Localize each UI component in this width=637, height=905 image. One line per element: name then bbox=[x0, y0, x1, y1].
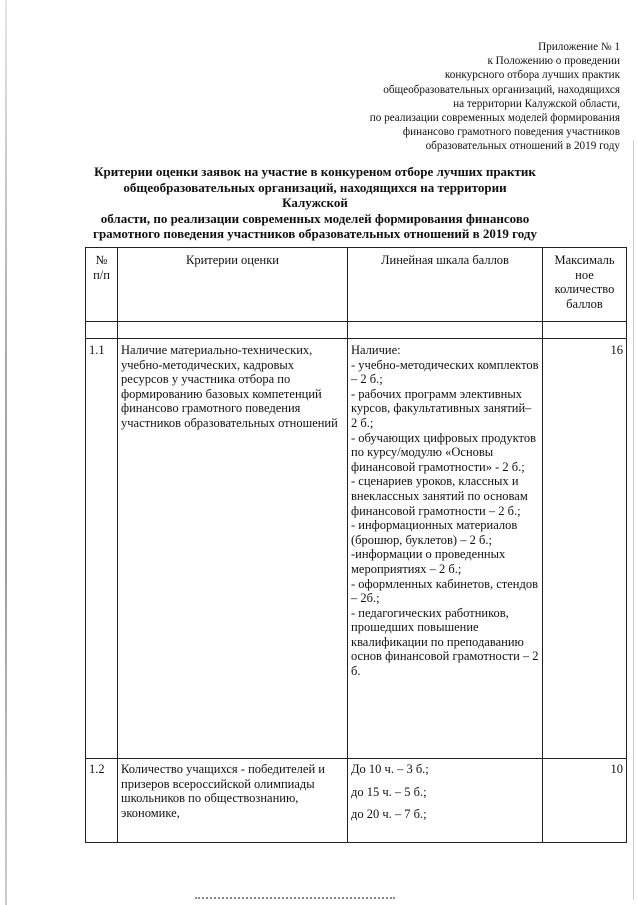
row-max: 10 bbox=[543, 759, 627, 843]
row-scale bbox=[348, 339, 543, 759]
scan-edge-right bbox=[633, 140, 634, 900]
scale-item: -информации о проведенных мероприятиях – 2 б.; bbox=[351, 547, 506, 576]
scale-item: - сценариев уроков, классных и внеклассных занятий по основам финансовой грамотности – 2 б.; bbox=[351, 474, 528, 518]
header-max: Максималь ное количество баллов bbox=[543, 248, 627, 322]
table-row bbox=[86, 339, 627, 759]
row-num: 1.2 bbox=[86, 759, 118, 843]
header-num: № п/п bbox=[86, 248, 118, 322]
appendix-line: конкурсного отбора лучших практик bbox=[444, 69, 620, 82]
document-title bbox=[90, 164, 540, 242]
scale-item: До 10 ч. – 3 б.; bbox=[351, 762, 429, 776]
table-row bbox=[86, 759, 627, 843]
appendix-line: по реализации современных моделей формирования bbox=[369, 112, 620, 125]
scale-item: - информационных материалов (брошюр, буклетов) – 2 б.; bbox=[351, 518, 518, 547]
row-criteria: Количество учащихся - победителей и призеров всероссийской олимпиады школьников по обществознанию, экономике, bbox=[118, 759, 348, 843]
scale-item: - учебно-методических комплектов – 2 б.; bbox=[351, 357, 539, 387]
title-line: грамотного поведения участников образовательных отношений в 2019 году bbox=[93, 226, 537, 241]
scale-item: - обучающих цифровых продуктов по курсу/модулю «Основы финансовой грамотности» - 2 б.; bbox=[351, 430, 536, 474]
row-criteria: Наличие материально-технических, учебно-методических, кадровых ресурсов у участника отбора по формированию базовых компетенций финансово грамотного поведения участников образовательных отношений bbox=[118, 339, 348, 759]
scale-item: - педагогических работников, прошедших повышение квалификации по преподаванию основ финансовой грамотности – 2 б. bbox=[351, 605, 539, 679]
appendix-note bbox=[290, 40, 620, 154]
scale-item: Наличие: bbox=[351, 343, 401, 357]
row-num: 1.1 bbox=[86, 339, 118, 759]
appendix-line: финансово грамотного поведения участников bbox=[402, 126, 620, 139]
scale-item: до 15 ч. – 5 б.; bbox=[351, 784, 427, 799]
appendix-line: Приложение № 1 bbox=[538, 41, 620, 53]
header-criteria: Критерии оценки bbox=[118, 248, 348, 322]
appendix-line: общеобразовательных организаций, находящихся bbox=[383, 83, 620, 96]
table-header-row bbox=[86, 248, 627, 322]
appendix-line: на территории Калужской области, bbox=[453, 97, 620, 110]
header-scale: Линейная шкала баллов bbox=[348, 248, 543, 322]
spacer-cell bbox=[86, 322, 118, 339]
scan-edge-left bbox=[5, 0, 7, 905]
criteria-table bbox=[85, 247, 627, 843]
row-scale bbox=[348, 759, 543, 843]
spacer-cell bbox=[118, 322, 348, 339]
title-line: общеобразовательных организаций, находящихся на территории Калужской bbox=[123, 179, 507, 210]
row-max: 16 bbox=[543, 339, 627, 759]
appendix-line: образовательных отношений в 2019 году bbox=[425, 140, 620, 153]
spacer-cell bbox=[348, 322, 543, 339]
appendix-line: к Положению о проведении bbox=[487, 55, 620, 68]
scale-item: - рабочих программ элективных курсов, факультативных занятий– 2 б.; bbox=[351, 386, 532, 430]
scale-item: - оформленных кабинетов, стендов – 2б.; bbox=[351, 576, 538, 606]
spacer-cell bbox=[543, 322, 627, 339]
scale-item: до 20 ч. – 7 б.; bbox=[351, 807, 427, 822]
title-line: Критерии оценки заявок на участие в конкуреном отборе лучших практик bbox=[94, 164, 536, 179]
table-spacer-row bbox=[86, 322, 627, 339]
scan-artifact bbox=[195, 893, 395, 899]
title-line: области, по реализации современных моделей формирования финансово bbox=[100, 210, 530, 226]
